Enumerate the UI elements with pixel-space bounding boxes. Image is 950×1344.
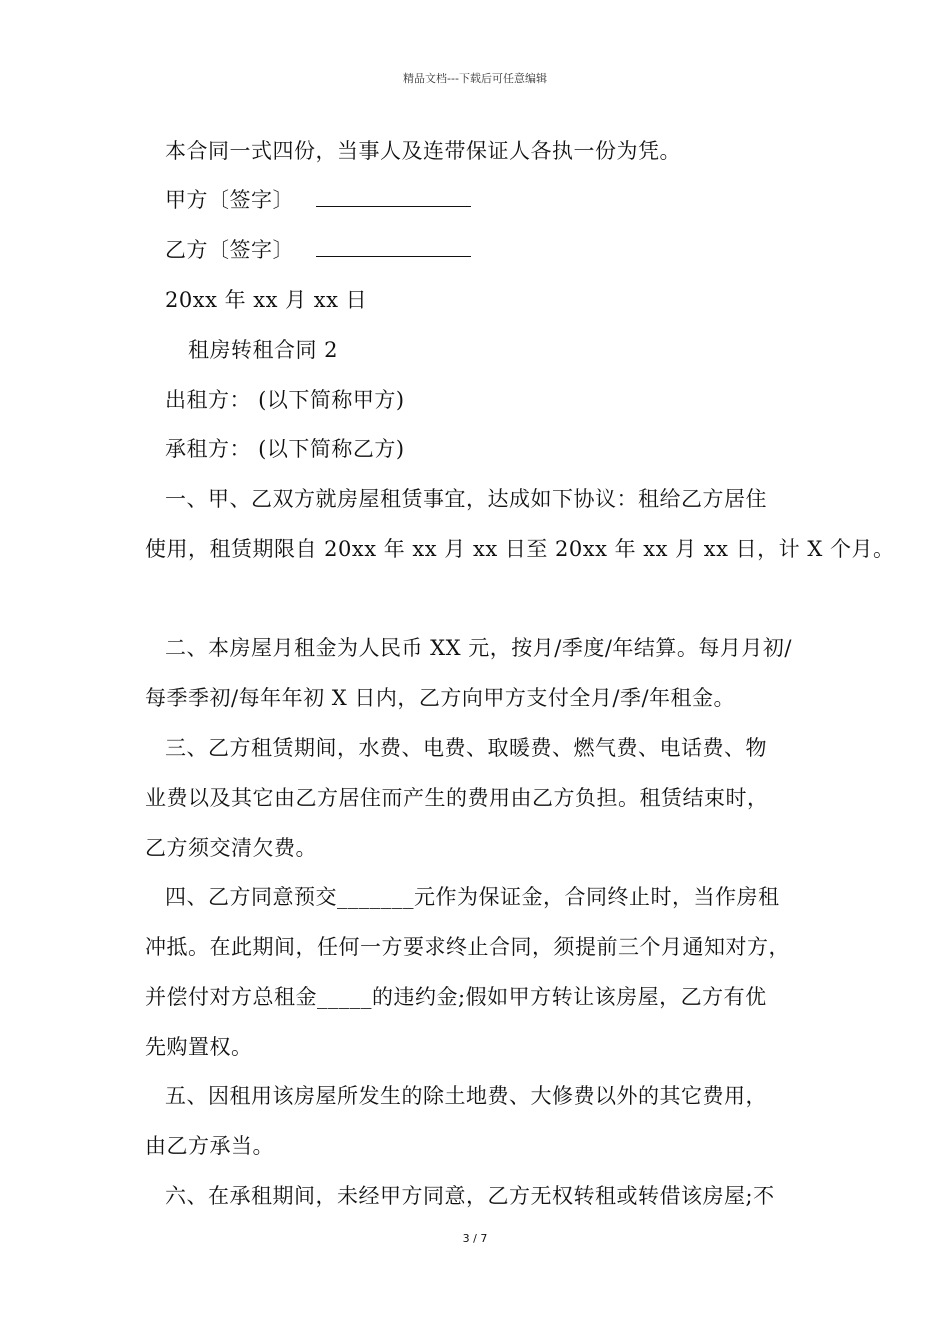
date-line: 20xx 年 xx 月 xx 日	[165, 288, 368, 312]
clause-2-line-2: 每季季初/每年年初 X 日内，乙方向甲方支付全月/季/年租金。	[145, 686, 736, 710]
clause-4-line-1: 四、乙方同意预交_______元作为保证金，合同终止时，当作房租	[165, 885, 780, 909]
clause-4-line-3: 并偿付对方总租金_____的违约金;假如甲方转让该房屋，乙方有优	[145, 985, 767, 1009]
party-a-label: 甲方〔签字〕	[165, 188, 294, 212]
party-b-signature	[165, 235, 471, 265]
clause-3-line-3: 乙方须交清欠费。	[145, 836, 317, 860]
page-header: 精品文档---下载后可任意编辑	[403, 72, 547, 85]
party-b-label: 乙方〔签字〕	[165, 238, 294, 262]
clause-5-line-1: 五、因租用该房屋所发生的除土地费、大修费以外的其它费用，	[165, 1084, 767, 1108]
lessor-line: 出租方： (以下简称甲方)	[165, 388, 405, 412]
lessee-line: 承租方： (以下简称乙方)	[165, 437, 405, 461]
clause-4-line-4: 先购置权。	[145, 1035, 253, 1059]
party-a-signature	[165, 185, 471, 215]
clause-5-line-2: 由乙方承当。	[145, 1134, 274, 1158]
page-number: 3 / 7	[462, 1232, 488, 1245]
clause-3-line-1: 三、乙方租赁期间，水费、电费、取暖费、燃气费、电话费、物	[165, 736, 767, 760]
clause-3-line-2: 业费以及其它由乙方居住而产生的费用由乙方负担。租赁结束时，	[145, 786, 769, 810]
party-b-signature-line	[316, 236, 471, 257]
paragraph-copies: 本合同一式四份，当事人及连带保证人各执一份为凭。	[165, 139, 681, 163]
clause-4-line-2: 冲抵。在此期间，任何一方要求终止合同，须提前三个月通知对方，	[145, 935, 790, 959]
clause-1-line-1: 一、甲、乙双方就房屋租赁事宜，达成如下协议：租给乙方居住	[165, 487, 767, 511]
contract-title: 租房转租合同 2	[188, 338, 339, 362]
clause-2-line-1: 二、本房屋月租金为人民币 XX 元，按月/季度/年结算。每月月初/	[165, 636, 792, 660]
clause-1-line-2: 使用，租赁期限自 20xx 年 xx 月 xx 日至 20xx 年 xx 月 xx 日，计 X 个月。	[145, 537, 895, 561]
clause-6-line-1: 六、在承租期间，未经甲方同意，乙方无权转租或转借该房屋;不	[165, 1184, 775, 1208]
party-a-signature-line	[316, 186, 471, 207]
